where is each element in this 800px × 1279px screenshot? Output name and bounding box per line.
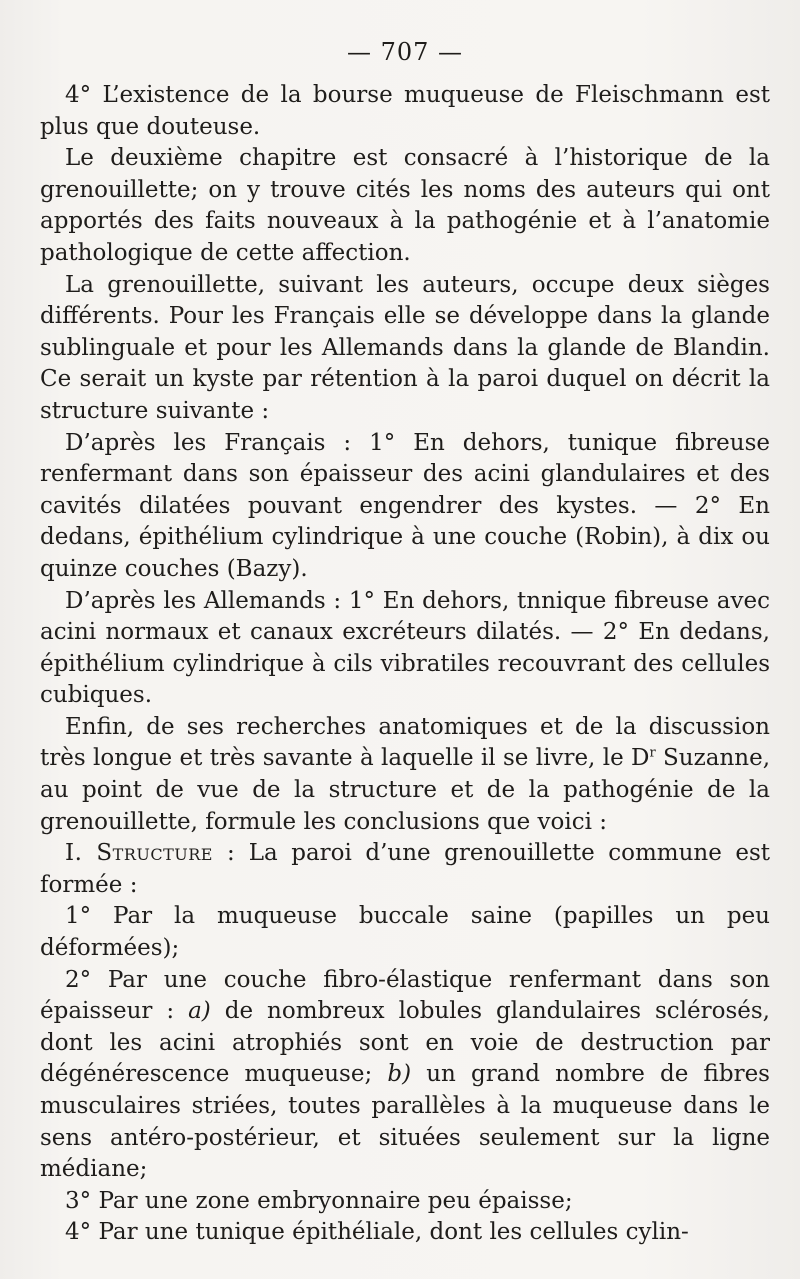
paragraph-francais: D’après les Français : 1° En dehors, tunique fibreuse renfermant dans son épaisseur des acini glandulaires et des cavités dilatées pouvant engendrer des kystes. — 2° En dedans, épithélium cylindrique à une couche (Robin), à dix ou quinze couches (Bazy). — [40, 429, 770, 582]
paragraph-allemands: D’après les Allemands : 1° En dehors, tnnique fibreuse avec acini normaux et canaux excréteurs dilatés. — 2° En dedans, épithélium cylindrique à cils vibratiles recouvrant des cellules cubiques. — [40, 587, 770, 709]
list-item-2 — [40, 965, 770, 1186]
paragraph-fleischmann: 4° L’existence de la bourse muqueuse de Fleischmann est plus que douteuse. — [40, 82, 770, 140]
item2-text-1: 2° Par une couche fibro-élastique renfermant dans son épaisseur : — [40, 966, 770, 1025]
item2-text-3: un grand nombre de fibres musculaires striées, toutes parallèles à la muqueuse dans le sens antéro-postérieur, et situées seulement sur la ligne médiane; — [40, 1061, 770, 1183]
item2-marker-b: b) — [387, 1061, 412, 1088]
list-item-4: 4° Par une tunique épithéliale, dont les cellules cylin- — [65, 1219, 689, 1246]
list-item-3: 3° Par une zone embryonnaire peu épaisse; — [65, 1187, 573, 1214]
paragraph-structure — [40, 838, 770, 901]
suzanne-text-after: Suzanne, au point de vue de la structure et de la pathogénie de la grenouillette, formule les conclusions que voici : — [40, 745, 771, 835]
page-number: — 707 — — [346, 38, 464, 66]
item2-text-2: de nombreux lobules glandulaires sclérosés, dont les acini atrophiés sont en voie de destruction par dégénérescence muqueuse; — [40, 998, 770, 1088]
paragraph-suzanne — [40, 712, 770, 838]
structure-text: La paroi d’une grenouillette commune est formée : — [40, 840, 770, 898]
item2-marker-a: a) — [188, 998, 211, 1025]
paragraph-chapitre-deux: Le deuxième chapitre est consacré à l’historique de la grenouillette; on y trouve cités les noms des auteurs qui ont apportés des faits nouveaux à la pathogénie et à l’anatomie pathologique de cette affection. — [40, 145, 770, 266]
paragraph-sieges: La grenouillette, suivant les auteurs, occupe deux sièges différents. Pour les Français elle se développe dans la glande sublinguale et pour les Allemands dans la glande de Blandin. Ce serait un kyste par rétention à la paroi duquel on décrit la structure suivante : — [40, 271, 770, 424]
structure-heading: I. Structure : — [65, 840, 236, 867]
doctor-superscript: r — [649, 745, 656, 761]
list-item-1: 1° Par la muqueuse buccale saine (papilles un peu déformées); — [40, 903, 770, 962]
page-body — [40, 80, 770, 1249]
suzanne-text-before: Enfin, de ses recherches anatomiques et de la discussion très longue et très savante à laquelle il se livre, le D — [40, 713, 770, 772]
